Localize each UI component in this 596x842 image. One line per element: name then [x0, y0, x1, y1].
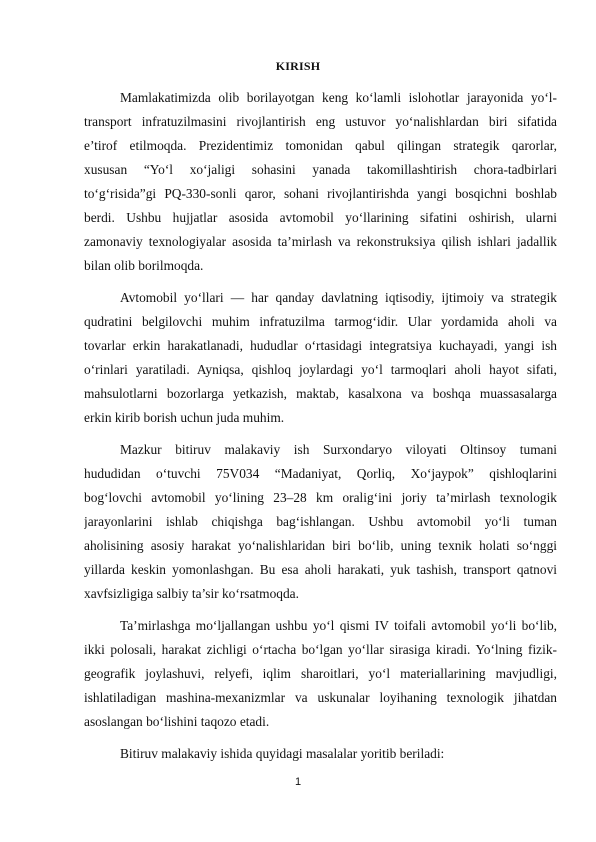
- text-line: xavfsizligiga salbiy ta’sir ko‘rsatmoqda.: [84, 586, 299, 601]
- text-line: asoslangan bo‘lishini taqozo etadi.: [84, 714, 270, 729]
- text-line: yillarda keskin yomonlashgan. Bu esa aholi harakati, yuk tashish, transport qatnovi: [84, 562, 557, 577]
- text-line: Ta’mirlashga mo‘ljallangan ushbu yo‘l qismi IV toifali avtomobil yo‘li bo‘lib,: [120, 618, 557, 633]
- text-line: Avtomobil yo‘llari — har qanday davlatning iqtisodiy, ijtimoiy va strategik: [120, 290, 557, 305]
- text-line: bog‘lovchi avtomobil yo‘lining 23–28 km oralig‘ini joriy ta’mirlash texnologik: [84, 490, 557, 505]
- text-line: Mamlakatimizda olib borilayotgan keng ko‘lamli islohotlar jarayonida yo‘l-: [120, 90, 557, 105]
- text-line: erkin kirib borish uchun juda muhim.: [84, 410, 285, 425]
- text-line: hududidan o‘tuvchi 75V034 “Madaniyat, Qorliq, Xo‘jaypok” qishloqlarini: [84, 466, 557, 481]
- text-line: transport infratuzilmasini rivojlantirish eng ustuvor yo‘nalishlardan biri sifatida: [84, 114, 557, 129]
- text-line: aholisining asosiy harakat yo‘nalishlaridan biri bo‘lib, uning texnik holati so‘nggi: [84, 538, 557, 553]
- text-line: Bitiruv malakaviy ishida quyidagi masalalar yoritib beriladi:: [120, 746, 445, 761]
- text-line: qudratini belgilovchi muhim infratuzilma tarmog‘idir. Ular yordamida aholi va: [84, 314, 557, 329]
- text-line: zamonaviy texnologiyalar asosida ta’mirlash va rekonstruksiya qilish ishlari jadallik: [84, 234, 557, 249]
- text-line: tovarlar erkin harakatlanadi, hududlar o‘rtasidagi integratsiya kuchayadi, yangi ish: [84, 338, 557, 353]
- text-line: ishlatiladigan mashina-mexanizmlar va uskunalar loyihaning texnologik jihatdan: [84, 690, 557, 705]
- text-line: berdi. Ushbu hujjatlar asosida avtomobil yo‘llarining sifatini oshirish, ularni: [84, 210, 557, 225]
- text-line: jarayonlarini ishlab chiqishga bag‘ishlangan. Ushbu avtomobil yo‘li tuman: [84, 514, 557, 529]
- text-line: geografik joylashuvi, relyefi, iqlim sharoitlari, yo‘l materiallarining mavjudligi,: [84, 666, 557, 681]
- text-line: xususan “Yo‘l xo‘jaligi sohasini yanada takomillashtirish chora-tadbirlari: [84, 162, 557, 177]
- text-line: o‘rinlari yaratiladi. Ayniqsa, qishloq joylardagi yo‘l tarmoqlari aholi hayot sifati,: [84, 362, 557, 377]
- text-line: ikki polosali, harakat zichligi o‘rtacha bo‘lgan yo‘llar sirasiga kiradi. Yo‘lning fizik-: [84, 642, 557, 657]
- page-number: 1: [294, 776, 302, 788]
- text-line: mahsulotlarni bozorlarga yetkazish, maktab, kasalxona va boshqa muassasalarga: [84, 386, 557, 401]
- text-line: to‘g‘risida”gi PQ-330-sonli qaror, sohani rivojlantirishda yangi bosqichni boshlab: [84, 186, 557, 201]
- page-title: KIRISH: [275, 59, 321, 73]
- text-line: bilan olib borilmoqda.: [84, 258, 204, 273]
- text-line: Mazkur bitiruv malakaviy ish Surxondaryo viloyati Oltinsoy tumani: [120, 442, 557, 457]
- text-line: e’tirof etilmoqda. Prezidentimiz tomonidan qabul qilingan strategik qarorlar,: [84, 138, 557, 153]
